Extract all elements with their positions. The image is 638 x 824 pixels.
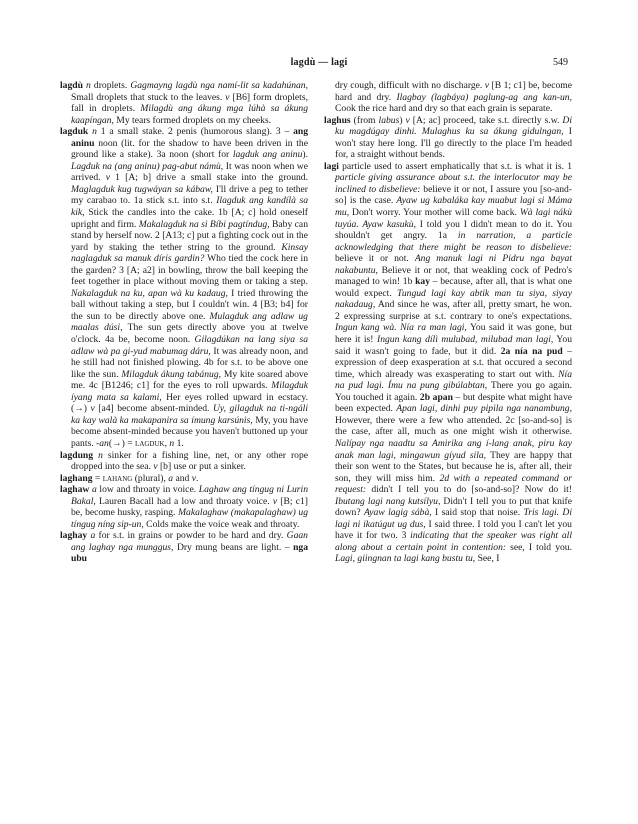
definition-text: noon (lit. for the shadow to have been driven in the ground like a stake). 3a noon (short for <box>71 137 308 161</box>
definition-text: – but despite what might have been expected. <box>335 391 572 415</box>
definition-text: droplets. <box>90 80 131 91</box>
grammar-label: v <box>272 495 278 507</box>
definition-text: = <box>92 472 103 484</box>
dictionary-entry <box>60 80 308 126</box>
example-text: Apan lagi, dinhi puy pipila nga nanambung, <box>396 403 572 415</box>
example-text: Milagduk íyang mata sa kalami, <box>71 380 308 403</box>
definition-text: [a4] become absent-minded. <box>94 403 213 415</box>
grammar-label: a <box>90 530 96 542</box>
subentry-term: 2a nía na pud <box>500 345 563 357</box>
example-text: Ibutang lagi nang kutsílyu, <box>335 495 441 507</box>
grammar-label: v <box>191 472 196 484</box>
subentry-term: ang aninu <box>71 126 308 149</box>
example-text: Lagi, giingnan ta lagi kang bustu tu, <box>335 553 476 565</box>
example-text: Ang manuk lagi ni Pidru nga bayat nakabuntu, <box>335 253 572 276</box>
example-text: Nakalagduk na ku, apan wà ku kadaug, <box>71 287 228 299</box>
definition-text: I said three. I told you I can't let you have it for two. 3 <box>335 518 572 542</box>
grammar-label: v <box>484 80 490 91</box>
entry-headword: laghaw <box>60 484 90 496</box>
grammar-label: a <box>168 472 174 484</box>
grammar-label: in narration, a particle acknowledging that there might be reason to disbelieve: <box>335 230 572 253</box>
definition-text: They are happy that their son went to the States, but because he is, after all, their son, they will miss him. <box>335 449 572 484</box>
grammar-label: n <box>86 80 91 91</box>
definition-text: (plural), <box>132 472 169 484</box>
definition-text: 1. <box>174 437 184 449</box>
grammar-label: indicating that the speaker was right all along about a certain point in contention: <box>335 530 572 553</box>
example-text: Laghaw ang tíngug ni Lurin Bakal, <box>71 484 308 507</box>
definition-text: Stick the candles into the cake. 1b [A; c] hold oneself upright and firm. <box>71 207 308 230</box>
subentry-term: kay <box>415 276 430 288</box>
example-text: Ayaw ug kabaláka kay muabut lagi si Máma mu, <box>335 195 572 219</box>
example-text: Milagdù ang ákung mga lúhà sa ákung kaapíngan, <box>71 103 308 126</box>
definition-text: I tried throwing the ball without taking a step, but I couldn't win. 4 [B3; b4] for the sun to be directly above one. <box>71 287 308 322</box>
definition-text: My kite soared above me. 4c [B1246; c1] for the eyes to roll upwards. <box>71 368 308 392</box>
page-header <box>0 57 638 71</box>
definition-text: Cook the rice hard and dry so that each grain is separate. <box>335 103 553 115</box>
definition-text: low and throaty in voice. <box>96 484 199 496</box>
example-text: Gagmayng lagdù nga namí-lit sa kadahúnan, <box>130 80 308 91</box>
example-text: Uy, gilagduk na ti-ngáli ka kay walà ka makapanira sa ímung karsúnis, <box>71 403 308 426</box>
example-text: Maglagduk kug tugwáyan sa kábaw, <box>71 183 213 195</box>
dictionary-entry <box>60 530 308 565</box>
definition-text: It was noon when we arrived. <box>71 160 308 184</box>
example-text: Wà lagi nákù tuyúa. Ayaw kasukù, <box>335 207 572 230</box>
grammar-label: v <box>153 461 158 473</box>
grammar-label: n <box>92 126 97 138</box>
entry-headword: lagdù <box>60 80 83 91</box>
example-text: Ingun kang wà. Nía ra man lagi, <box>335 322 467 334</box>
dictionary-entry <box>60 472 308 485</box>
entry-headword: laghus <box>324 114 351 126</box>
entry-headword: lagi <box>324 160 339 172</box>
definition-text: Colds make the voice weak and throaty. <box>143 518 300 530</box>
definition-text: You said it was gone, but here it is! <box>335 322 572 346</box>
definition-text: It was already noon, and he still had not finished plowing. 4b for s.t. to be above one like the sun. <box>71 345 308 380</box>
definition-text: (→) = <box>108 437 136 449</box>
definition-text: However, there were a few who attended. 2c [so-and-so] is the case, after all, much as one might wish it otherwise. <box>335 414 572 438</box>
definition-text: Don't worry. Your mother will come back. <box>349 207 520 219</box>
definition-text: [A; ac] proceed, take s.t. directly s.w. <box>409 114 563 126</box>
definition-text: Baby can stand by herself now. 2 [A13; c] put a fighting cock out in the yard by staking the tether string to the ground. <box>71 218 308 253</box>
definition-text: I told you I didn't mean to do it. You shouldn't get angry. 1a <box>335 218 572 242</box>
running-head: lagdù — lagi <box>290 57 348 68</box>
grammar-label: v <box>90 403 95 415</box>
example-text: Lagduk na (ang aninu) pag-abut námù, <box>71 160 224 172</box>
subentry-term: nga ubu <box>71 541 308 565</box>
grammar-label: 2d with a repeated command or request: <box>335 472 572 496</box>
definition-text: (from <box>350 114 379 126</box>
definition-text: And since he was, after all, pretty smart, he won. 2 expressing surprise at s.t. contrary to one's expectations. <box>335 299 572 322</box>
definition-text: Lauren Bacall had a low and throaty voice. <box>95 495 273 507</box>
example-text: Ilagduk ang kandílà sa kik, <box>71 195 308 219</box>
example-text: Gilagdúkan na lang siya sa adlaw wà pa gi-yud mabumag dáru, <box>71 334 308 357</box>
definition-text: particle used to assert emphatically that s.t. is what it is. 1 <box>338 160 572 172</box>
definition-text: I won't stay here long. I'll go directly to the place I'm headed for, a straight without bends. <box>335 126 572 161</box>
cross-reference: lagduk <box>135 437 165 449</box>
definition-text: – because, after all, that is what one would expect. <box>335 276 572 299</box>
definition-text: sinker for a fishing line, net, or any other rope dropped into the sea. <box>71 449 308 473</box>
cross-reference: lahang <box>102 472 133 484</box>
definition-text: The sun gets directly above you at twelve o'clock. 4a be, become noon. <box>71 322 308 346</box>
example-text: Gaan ang laghay nga munggus, <box>71 530 308 553</box>
grammar-label: an <box>99 437 109 449</box>
dictionary-entry <box>335 80 572 115</box>
definition-text: Small droplets that stuck to the leaves. <box>71 91 226 103</box>
grammar-label: v <box>105 172 111 184</box>
dictionary-entry <box>324 160 572 565</box>
grammar-label: n <box>98 449 103 461</box>
dictionary-entry <box>60 126 308 449</box>
example-text: Makalaghaw (makapalaghaw) ug tíngug níng sip-un, <box>71 507 308 530</box>
example-text: Makalagduk na si Bíbi pagtíndug, <box>138 218 270 230</box>
definition-text: didn't I tell you to do [so-and-so]? Now do it! <box>366 484 572 496</box>
example-text: Nalípay nga naadtu sa Amirika ang í-lang anak, piru kay anak man lagi, mingawun gíyud sila, <box>335 437 572 461</box>
example-text: Milagduk ákung tabánug, <box>121 368 222 380</box>
right-column <box>324 80 572 810</box>
grammar-label: lagduk ang aninu <box>232 149 303 161</box>
definition-text: dry cough, difficult with no discharge. <box>335 80 485 91</box>
definition-text: There you go again. You touched it again. <box>335 380 572 403</box>
left-column <box>60 80 308 810</box>
grammar-label: labus <box>378 114 400 126</box>
definition-text: Her eyes rolled upward in ecstacy. (→) <box>71 391 308 415</box>
definition-text: You said it wasn't going to fade, but it did. <box>335 334 572 357</box>
definition-text: My tears formed droplets on my cheeks. <box>113 114 272 126</box>
example-text: Kinsay naglagduk sa manuk díris gardin? <box>71 241 308 265</box>
definition-text: 1 [A; b] drive a small stake into the ground. <box>110 172 308 184</box>
grammar-label: a <box>91 484 97 496</box>
dictionary-entry <box>60 484 308 530</box>
grammar-label: v <box>225 91 230 103</box>
example-text: Ingun kang dílì mulubad, milubad man lagi, <box>377 334 554 346</box>
example-text: Tungud lagi kay abtik man tu siya, siyay nakadaug, <box>335 287 572 311</box>
subentry-term: 2b apan <box>419 391 453 403</box>
example-text: Ilagbay (lagbáya) paglung-ag ang kan-un, <box>396 91 572 103</box>
dictionary-entry <box>324 114 572 161</box>
grammar-label: n <box>169 437 175 449</box>
definition-text: [b] use or put a sinker. <box>157 461 246 473</box>
definition-text: Believe it or not, that weakling cock of Pedro's managed to win! 1b <box>335 264 572 288</box>
entry-headword: laghang <box>60 472 93 484</box>
definition-text: [B 1; c1] be, become hard and dry. <box>335 80 572 103</box>
definition-text: , <box>164 437 170 449</box>
definition-text: [B; c1] be, become husky, rasping. <box>71 495 308 519</box>
page-number: 549 <box>553 57 568 68</box>
grammar-label: particle giving assurance about s.t. the interlocutor may be inclined to disbelieve: <box>335 172 572 195</box>
definition-text: – expression of deep exasperation at s.t. that occured a second time, which already was exasperating to start out with. <box>335 345 572 380</box>
example-text: Nía na pud lagi. Ímu na pung gibúlabtan, <box>335 368 572 392</box>
definition-text: believe it or not. <box>335 253 415 265</box>
definition-text: Didn't I tell you to put that knife down? <box>335 495 572 519</box>
definition-text: for s.t. in grains or powder to be hard and dry. <box>95 530 287 542</box>
definition-text: . <box>196 472 199 484</box>
definition-text: My, you have become absent-minded because you haven't buttoned up your pants. - <box>71 414 308 449</box>
definition-text: see, I told you. <box>506 541 572 553</box>
entry-headword: lagdung <box>60 449 94 461</box>
definition-text: I'll drive a peg to tether my carabao to. 1a stick s.t. into s.t. <box>71 183 308 207</box>
example-text: Mulagduk ang adlaw ug maalas dúsi, <box>71 310 308 334</box>
definition-text: See, I <box>475 553 500 565</box>
definition-text: ) <box>399 114 406 126</box>
definition-text: Who tied the cock here in the garden? 3 [A; a2] in bowling, throw the ball keeping the feet together in place without moving them or taking a step. <box>71 253 308 288</box>
grammar-label: v <box>405 114 410 126</box>
definition-text: and <box>173 472 192 484</box>
definition-text: believe it or not, I assure you [so-and-so] is the case. <box>335 183 572 207</box>
example-text: Tris lagi. Di lagi ni ikatúgut ug dus, <box>335 507 572 530</box>
example-text: Di ku magdúgay dinhi. Mulaghus ku sa ákung gidulngan, <box>335 114 572 138</box>
example-text: Ayaw lagig sábà, <box>363 507 432 519</box>
definition-text: ). <box>302 149 308 161</box>
definition-text: [B6] form droplets, fall in droplets. <box>71 91 308 115</box>
dictionary-entry <box>60 449 308 473</box>
definition-text: I said stop that noise. <box>431 507 524 519</box>
definition-text: Dry mung beans are light. – <box>173 541 294 553</box>
definition-text: 1 a small stake. 2 penis (humorous slang). 3 – <box>96 126 294 138</box>
entry-headword: lagduk <box>60 126 89 138</box>
entry-headword: laghay <box>60 530 88 542</box>
